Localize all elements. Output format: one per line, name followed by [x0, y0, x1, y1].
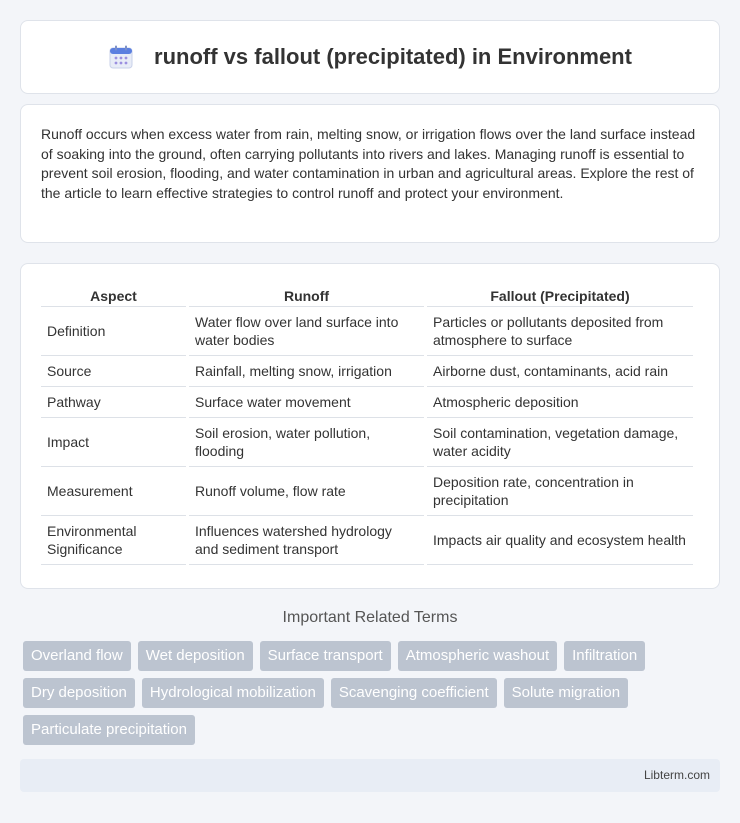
cell-aspect: Source — [41, 356, 186, 387]
table-row — [41, 418, 693, 467]
cell-fallout: Soil contamination, vegetation damage, water acidity — [427, 418, 693, 467]
cell-fallout: Airborne dust, contaminants, acid rain — [427, 356, 693, 387]
cell-fallout: Atmospheric deposition — [427, 387, 693, 418]
related-terms-list — [23, 641, 723, 745]
cell-aspect: Pathway — [41, 387, 186, 418]
comparison-table-card — [20, 263, 720, 589]
intro-paragraph: Runoff occurs when excess water from rain, melting snow, or irrigation flows over the land surface instead of soaking into the ground, often carrying pollutants into rivers and lakes. Managing runoff is essential to prevent soil erosion, flooding, and water contamination in urban and agricultural areas. Explore the rest of the article to learn effective strategies to control runoff and protect your environment. — [41, 126, 696, 201]
table-row — [41, 356, 693, 387]
header-aspect: Aspect — [41, 284, 186, 307]
calendar-icon — [108, 44, 134, 70]
cell-runoff: Influences watershed hydrology and sediment transport — [189, 516, 424, 565]
related-term-tag[interactable]: Scavenging coefficient — [331, 678, 497, 708]
cell-runoff: Water flow over land surface into water bodies — [189, 307, 424, 356]
related-term-tag[interactable]: Wet deposition — [138, 641, 253, 671]
cell-fallout: Impacts air quality and ecosystem health — [427, 516, 693, 565]
cell-runoff: Soil erosion, water pollution, flooding — [189, 418, 424, 467]
related-term-tag[interactable]: Hydrological mobilization — [142, 678, 324, 708]
cell-aspect: Measurement — [41, 467, 186, 516]
header-fallout: Fallout (Precipitated) — [427, 284, 693, 307]
footer — [20, 759, 720, 792]
cell-fallout: Deposition rate, concentration in precipitation — [427, 467, 693, 516]
table-row — [41, 307, 693, 356]
cell-runoff: Surface water movement — [189, 387, 424, 418]
table-header-row — [41, 284, 693, 307]
page-title: runoff vs fallout (precipitated) in Environment — [154, 44, 632, 69]
comparison-table — [38, 284, 696, 565]
table-row — [41, 516, 693, 565]
table-row — [41, 467, 693, 516]
related-term-tag[interactable]: Particulate precipitation — [23, 715, 195, 745]
related-term-tag[interactable]: Solute migration — [504, 678, 628, 708]
related-term-tag[interactable]: Infiltration — [564, 641, 645, 671]
related-term-tag[interactable]: Overland flow — [23, 641, 131, 671]
related-term-tag[interactable]: Atmospheric washout — [398, 641, 557, 671]
related-term-tag[interactable]: Surface transport — [260, 641, 391, 671]
header-runoff: Runoff — [189, 284, 424, 307]
cell-runoff: Rainfall, melting snow, irrigation — [189, 356, 424, 387]
cell-runoff: Runoff volume, flow rate — [189, 467, 424, 516]
related-term-tag[interactable]: Dry deposition — [23, 678, 135, 708]
intro-card — [20, 104, 720, 243]
cell-aspect: Impact — [41, 418, 186, 467]
cell-aspect: Definition — [41, 307, 186, 356]
cell-aspect: Environmental Significance — [41, 516, 186, 565]
header-card — [20, 20, 720, 94]
cell-fallout: Particles or pollutants deposited from atmosphere to surface — [427, 307, 693, 356]
table-row — [41, 387, 693, 418]
related-terms-title: Important Related Terms — [282, 609, 458, 626]
footer-site-link[interactable]: Libterm.com — [643, 768, 710, 782]
